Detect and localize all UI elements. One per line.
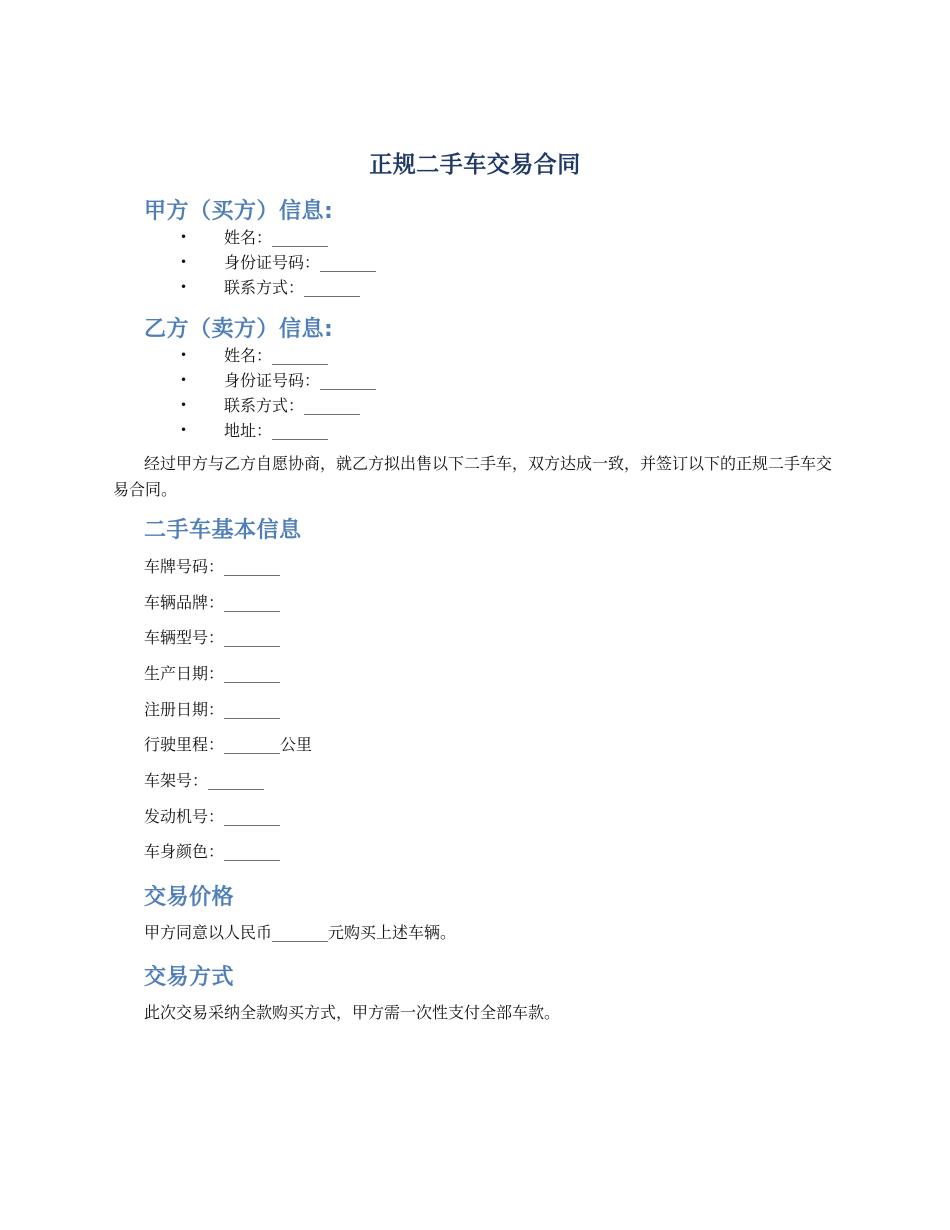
bullet-icon: •: [180, 230, 188, 244]
list-item: [180, 343, 376, 368]
bullet-icon: •: [180, 280, 188, 294]
plate-number-field: 车牌号码：_______: [144, 557, 281, 576]
list-item: [180, 368, 376, 393]
document-title: 正规二手车交易合同: [369, 152, 581, 178]
party-a-list: [180, 225, 376, 300]
list-item: [180, 250, 376, 275]
party-b-id-field: 身份证号码：_______: [224, 371, 377, 390]
body-color-field: 车身颜色：_______: [144, 842, 281, 861]
price-heading: 交易价格: [144, 885, 235, 910]
registration-date-field: 注册日期：_______: [144, 700, 281, 719]
bullet-icon: •: [180, 255, 188, 269]
bullet-icon: •: [180, 373, 188, 387]
mileage-field: 行驶里程：_______公里: [144, 735, 313, 754]
payment-text: 此次交易采纳全款购买方式，甲方需一次性支付全部车款。: [144, 1003, 561, 1022]
production-date-field: 生产日期：_______: [144, 664, 281, 683]
vehicle-brand-field: 车辆品牌：_______: [144, 593, 281, 612]
party-b-heading: 乙方（卖方）信息:: [144, 317, 334, 342]
party-a-name-field: 姓名：_______: [224, 228, 329, 247]
party-a-contact-field: 联系方式：_______: [224, 278, 361, 297]
bullet-icon: •: [180, 398, 188, 412]
intro-paragraph: 经过甲方与乙方自愿协商，就乙方拟出售以下二手车，双方达成一致，并签订以下的正规二手车交易合同。: [113, 454, 833, 499]
party-b-name-field: 姓名：_______: [224, 346, 329, 365]
bullet-icon: •: [180, 423, 188, 437]
party-b-list: [180, 343, 376, 443]
list-item: [180, 225, 376, 250]
price-text: 甲方同意以人民币_______元购买上述车辆。: [144, 923, 457, 942]
party-a-heading: 甲方（买方）信息:: [144, 199, 334, 224]
payment-heading: 交易方式: [144, 965, 235, 990]
list-item: [180, 418, 376, 443]
vehicle-model-field: 车辆型号：_______: [144, 628, 281, 647]
bullet-icon: •: [180, 348, 188, 362]
party-b-contact-field: 联系方式：_______: [224, 396, 361, 415]
party-b-address-field: 地址：_______: [224, 421, 329, 440]
party-a-id-field: 身份证号码：_______: [224, 253, 377, 272]
vehicle-info-heading: 二手车基本信息: [144, 518, 302, 543]
engine-number-field: 发动机号：_______: [144, 807, 281, 826]
list-item: [180, 393, 376, 418]
vin-field: 车架号：_______: [144, 771, 265, 790]
list-item: [180, 275, 376, 300]
